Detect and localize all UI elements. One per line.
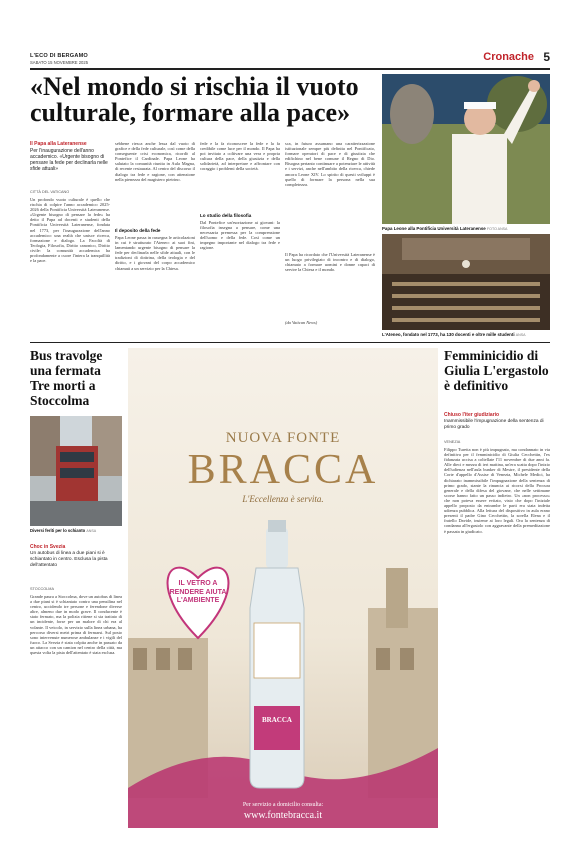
pope-photo-art [382, 74, 550, 224]
lead-signature: (da Vatican News) [285, 320, 318, 325]
pope-photo [382, 74, 550, 224]
ad-ribbon-text: IL VETRO A RENDERE AIUTA L'AMBIENTE [169, 580, 227, 604]
bus-kicker: Choc in Svezia [30, 544, 66, 550]
giulia-body: Filippo Turetta non è più impugnato, ma condannato in via definitiva per il femminicidio di Giulia Cecchettin, l'ex fidanzata uccisa a coltellate l'11 novembre di due anni fa. Alle dieci e mezza di ieri mattina, un'era scatta dopo l'inizio dell'udienza nell'aula bunker di Mestre, il presidente della Corte d'appello d'Assise di Venezia, Michele Medici, ha dichiarato inammissibile l'impugnazione della sentenza di primo grado, stante la rinuncia ai ricorsi della Procura generale e della difesa del giovane, che nelle settimane scorse hanno fatto un passo indietro. Un «non processo» che non poteva essere evitato, visto che dopo l'iniziale appello proposto da entrambe le parti era stata indetta udienza pubblica. Alla lettura del dispositivo in aula erano presenti il padre Gino Cecchettin, la sorella Elena e il fratello Davide, insieme ai loro legali. Ora la sentenza di condanna all'ergastolo con aggravante della premeditazione è passata in giudicato. [444, 447, 550, 534]
giulia-headline: Femminicidio di Giulia L'ergastolo è definitivo [444, 348, 549, 393]
bus-caption-text: Diversi feriti per lo schianto [30, 528, 86, 533]
bus-photo-art [30, 416, 122, 526]
giulia-dateline: VENEZIA [444, 440, 461, 444]
giulia-summary: Inammissibile l'impugnazione della sentenza di primo grado [444, 419, 544, 430]
pope-photo-caption [382, 226, 550, 231]
bus-photo-caption [30, 528, 122, 533]
bus-body: Grande paura a Stoccolma, dove un autobus di linea a due piani si è schiantato contro una pensilina nel centro, uccidendo tre persone e ferendone diverse altre, almeno due in modo grave. Il conducente è stato fermato, ma la polizia ritiene si sia trattato di un incidente, forse per un malore di chi era al volante. Il veicolo, in servizio sulla linea urbana, ha percorso diversi metri prima di fermarsi. Sul posto sono intervenute numerose ambulanze e i vigili del fuoco. La Svezia è stata colpita anche in passato da un attacco con un camion nel centro della città, ma questa volta la pista dell'attentato è stata esclusa. [30, 594, 122, 656]
bus-caption-credit: ANSA [86, 529, 97, 533]
page-number: 5 [543, 50, 550, 64]
ad-bottle-label: BRACCA [262, 716, 292, 724]
caption2-text: L'Ateneo, fondato nel 1773, ha 130 docenti e oltre mille studenti [382, 332, 515, 337]
aula-photo-art [382, 234, 550, 330]
bus-headline: Bus travolge una fermata Tre morti a Stoccolma [30, 348, 103, 408]
ad-footer-text: Per servizio a domicilio consulta: [242, 802, 324, 808]
lead-summary: Per l'inaugurazione dell'anno accademico. «Urgente bisogno di pensare la fede per declinarla nelle sfide attuali» [30, 148, 108, 172]
lead-headline: «Nel mondo si rischia il vuoto culturale, formare alla pace» [30, 72, 359, 127]
masthead-rule [30, 68, 550, 70]
caption2-credit: ANSA [515, 333, 526, 337]
ad-footer-url: www.fontebracca.it [243, 810, 323, 821]
lead-col-4b: Il Papa ha ricordato che l'Università Lateranense è un luogo privilegiato di incontro e di dialogo, chiamato a formare uomini e donne capaci di servire la Chiesa e il mondo. [285, 252, 375, 273]
lead-col-3b: Dal Pontefice un'esortazione ai giovani: la filosofia insegna a pensare, come una necessaria premessa per la comprensione dell'uomo e della fede. Così come un impegno importante nel dialogo tra fede e ragione. [200, 220, 280, 251]
lead-kicker: Il Papa alla Lateranense [30, 141, 87, 147]
ad-tagline: L'Eccellenza è servita. [242, 494, 324, 504]
lead-subhead-2: Lo studio della filosofia [200, 213, 252, 218]
bus-photo [30, 416, 122, 526]
caption1-credit: FOTO ANSA [486, 227, 508, 231]
aula-photo [382, 234, 550, 330]
issue-date: SABATO 15 NOVEMBRE 2025 [30, 60, 89, 65]
caption1-text: Papa Leone alla Pontificia Università Lateranense [382, 226, 486, 231]
giulia-kicker: Chiuso l'iter giudiziario [444, 412, 500, 418]
lead-col-1: Un profondo vuoto culturale è quello che rischia di colpire l'anno accademico 2025-2026 della Pontificia Università Lateranense. «Urgente bisogno di pensare la fede» ha detto il Papa ad docenti e studenti della Pontificia Università Lateranense, fondata nel 1773, per l'inaugurazione dell'anno accademico: una realtà che unisce ricerca, formazione e dialogo. La Facoltà di Teologia, Filosofia, Diritto canonico, Diritto civile: la comunità accademica ha profondamente a cuore l'intera la tranquillità e la pace. [30, 197, 110, 264]
lead-col-3: fede e la fa riconoscere la fede e la fa credibile come luce per il mondo. Il Papa ha poi invitato a coltivare una vera e propria cultura della pace, della giustizia e della solidarietà, ad interpretare e affrontare con coraggio i problemi della società. [200, 141, 280, 172]
paper-name: L'ECO DI BERGAMO [30, 53, 88, 59]
lead-col-4: sca, in futuro assumano una caratterizzazione istituzionale sempre più definita nel Pontificato, formare operatori di pace e di giustizia che edifichino nel bene comune il Regno di Dio. Bisogna pertanto continuare a potenziare le attività e i servizi, anche nell'ambito della ricerca, chiede ancora Leone XIV. Lo spirito di questi sviluppi è quello di formare la persona nella sua completezza. [285, 141, 375, 187]
bracca-ad [128, 348, 438, 828]
ad-brand-top: NUOVA FONTE [225, 430, 341, 446]
section-name: Cronache [483, 51, 534, 63]
lead-col-2b: Papa Leone passa in rassegna le articolazioni in cui è strutturato l'Ateneo: ai suoi fini, lamentando urgente bisogno di pensare la fede per declinarla nelle sfide attuali, con le tradizioni di dottrina, della teologia e del diritto, e i giovani del corpo accademico chiamati a un servizio per la Chiesa. [115, 235, 195, 271]
ad-brand: BRACCA [187, 447, 379, 493]
lead-subhead-1: Il deposito della fede [115, 228, 161, 233]
lead-dateline: CITTÀ DEL VATICANO [30, 190, 70, 194]
bus-summary: Un autobus di linea a due piani si è schiantato in centro. Esclusa la pista dell'attentato [30, 551, 108, 568]
lead-col-2: sebbene riesca anche lessa dal vuoto di grafice e della fede culturale, così come della conseguente crisi economica, ricordò al Pontefice il Cardinale. Papa Leone ha salutato la comunità riunita in Aula Magna, di recente restaurata. Al centro del discorso il dialogo tra fede e ragione, con attenzione nella pienezza del magistero pietrino. [115, 141, 195, 182]
bus-dateline: STOCCOLMA [30, 587, 54, 591]
aula-photo-caption [382, 332, 550, 337]
section-divider [30, 342, 550, 343]
